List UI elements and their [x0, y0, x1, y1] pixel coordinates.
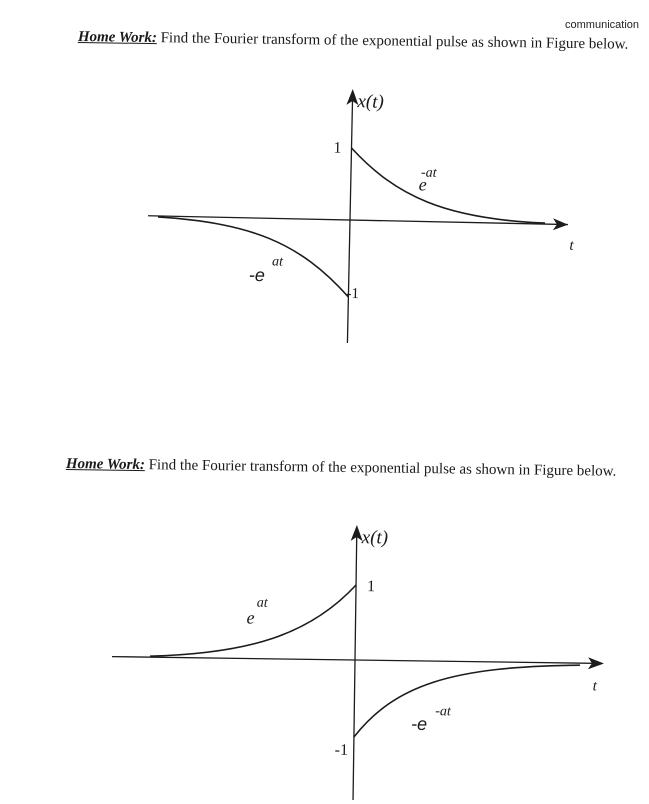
problem-2-statement	[66, 455, 626, 482]
header-tag: communication	[565, 19, 639, 31]
figure-2-right-curve	[354, 662, 580, 740]
figure-2-right-curve-exp: -at	[435, 704, 451, 720]
figure-1-left-curve-base: -e	[248, 264, 266, 286]
figure-2	[0, 515, 649, 804]
problem-2-label: Home Work:	[65, 455, 146, 474]
figure-1-left-curve-exp: at	[271, 254, 284, 270]
figure-1-right-curve-exp: -at	[420, 165, 437, 181]
figure-2-value-neg1: -1	[334, 741, 349, 759]
figure-1-value-neg1: -1	[346, 285, 360, 303]
figure-2-t-axis	[112, 657, 602, 664]
figure-2-y-label: x(t)	[361, 527, 389, 549]
problem-1-label: Home Work:	[77, 28, 158, 47]
figure-1-right-curve-base: e	[418, 174, 427, 195]
figure-2-x-axis	[353, 533, 357, 800]
figure-2-right-curve-base: -e	[410, 713, 428, 735]
problem-1-text: Find the Fourier transform of the exponential pulse as shown in Figure below.	[160, 30, 629, 53]
figure-1-t-label: t	[569, 237, 574, 254]
figure-2-t-label: t	[592, 678, 597, 695]
problem-1-statement	[78, 28, 633, 55]
figure-2-left-curve-base: e	[246, 607, 255, 628]
figure-2-left-curve-exp: at	[256, 595, 268, 611]
figure-1-right-curve	[350, 148, 546, 223]
figure-1	[0, 85, 649, 350]
figure-1-y-label: x(t)	[357, 91, 385, 113]
problem-2-text: Find the Fourier transform of the exponential pulse as shown in Figure below.	[148, 457, 617, 480]
figure-2-value-1: 1	[366, 578, 376, 596]
figure-1-value-1: 1	[333, 139, 342, 157]
